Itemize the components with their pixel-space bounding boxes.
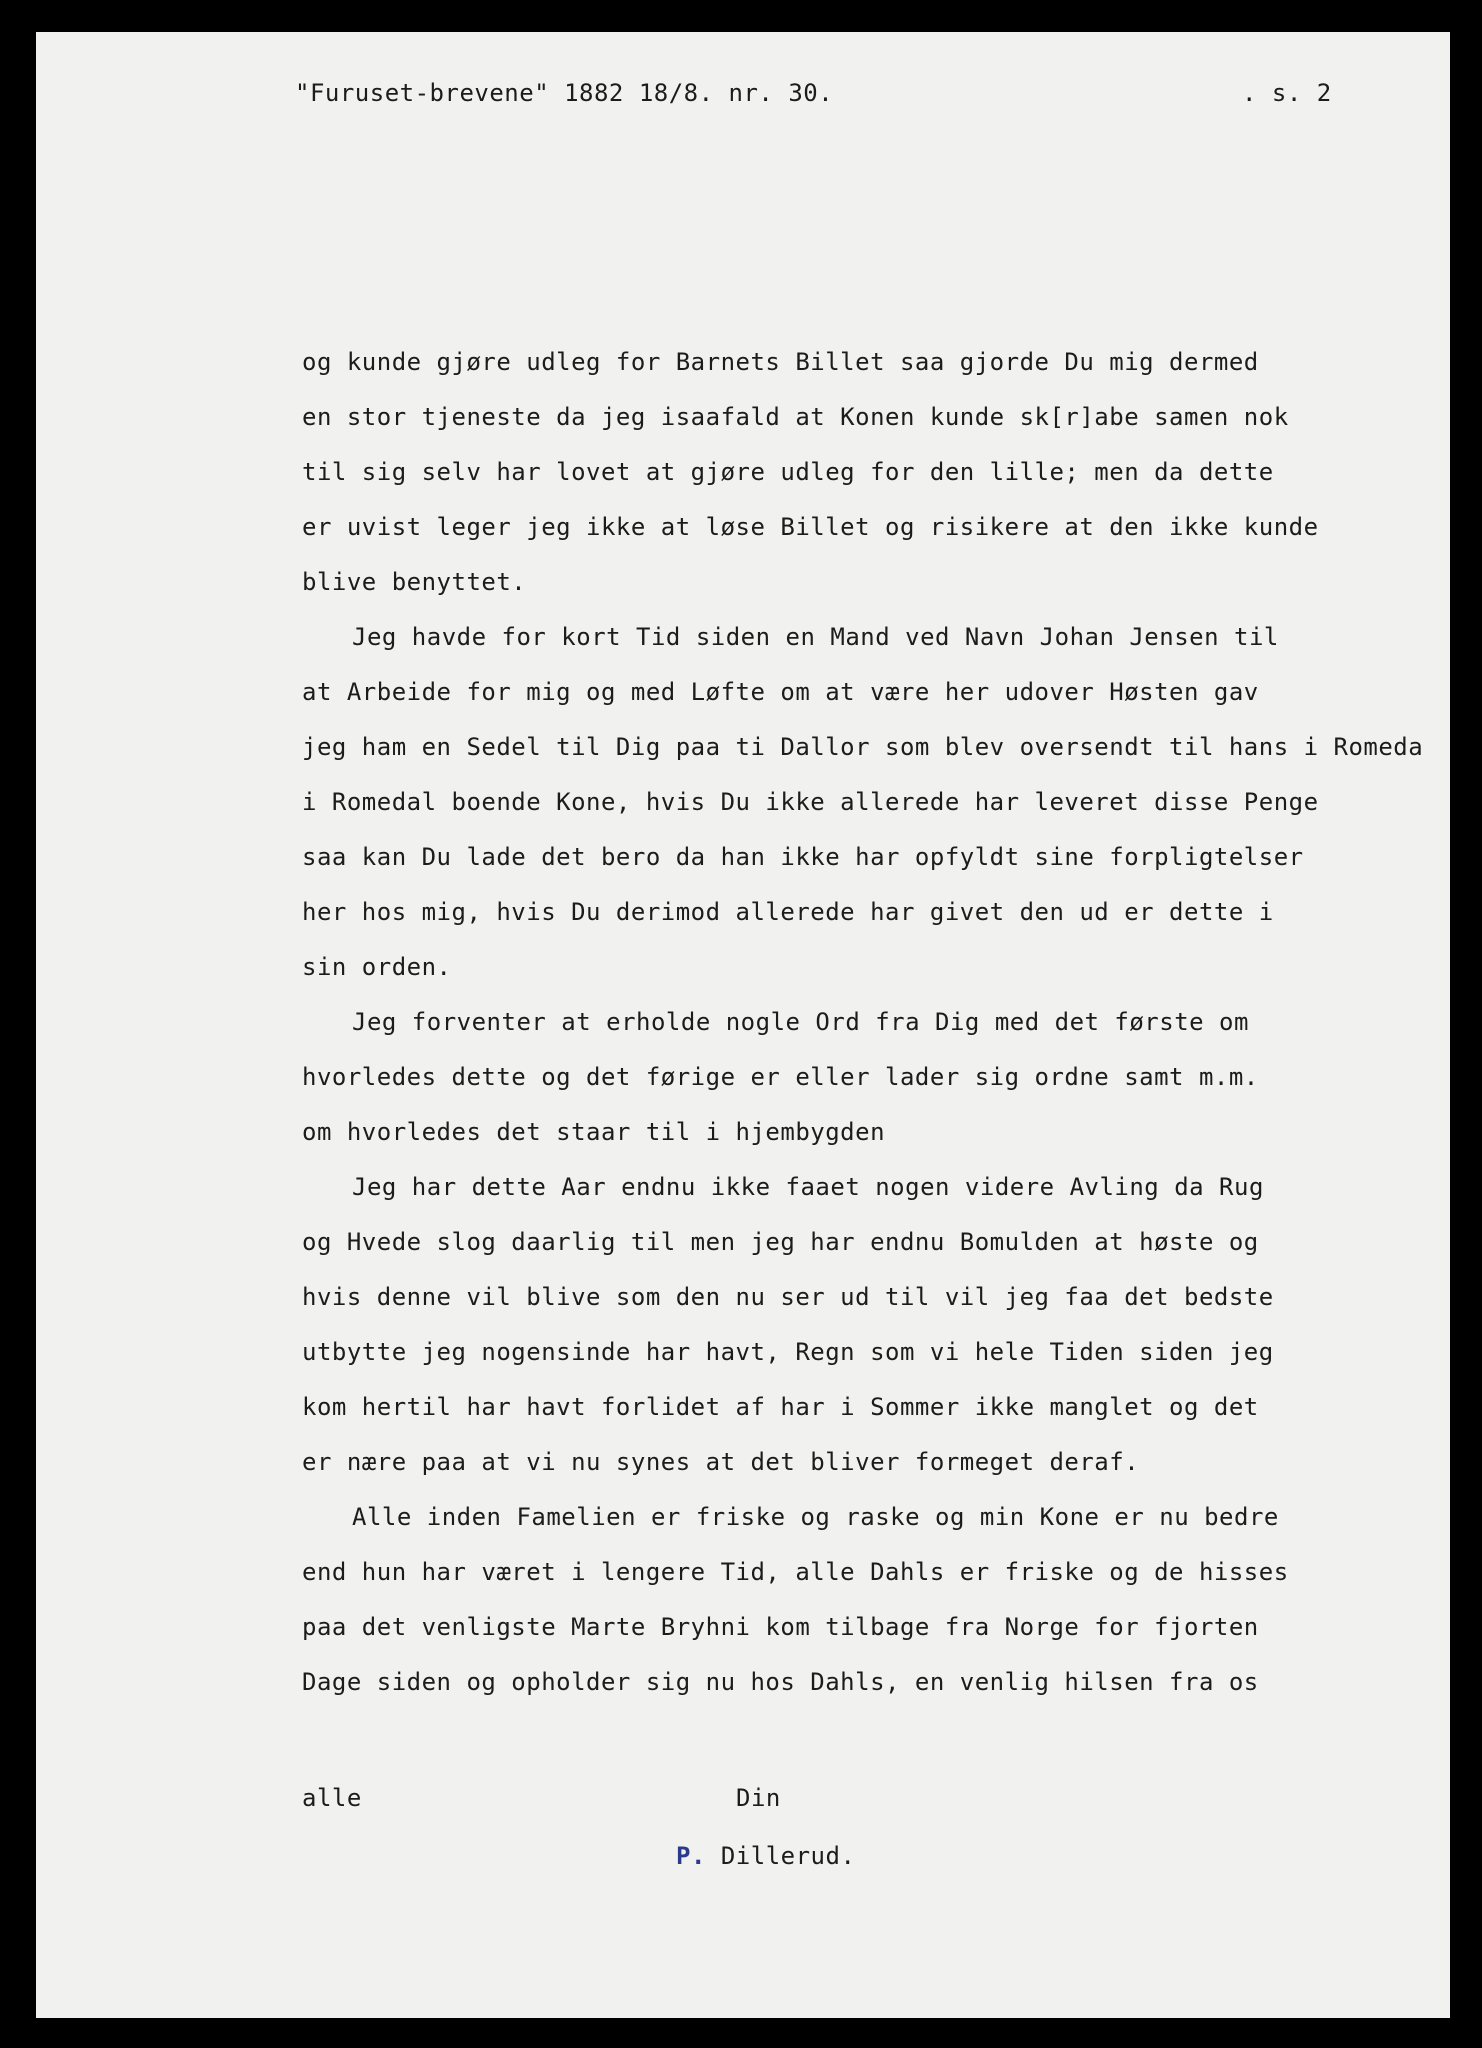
text-line: en stor tjeneste da jeg isaafald at Konen kunde sk[r]abe samen nok bbox=[302, 403, 1289, 431]
text-line: i Romedal boende Kone, hvis Du ikke allerede har leveret disse Penge bbox=[302, 788, 1319, 816]
text-line: at Arbeide for mig og med Løfte om at være her udover Høsten gav bbox=[302, 678, 1259, 706]
text-line: til sig selv har lovet at gjøre udleg for den lille; men da dette bbox=[302, 458, 1274, 486]
text-line: end hun har været i lengere Tid, alle Dahls er friske og de hisses bbox=[302, 1558, 1289, 1586]
text-line: Dage siden og opholder sig nu hos Dahls, en venlig hilsen fra os bbox=[302, 1668, 1259, 1696]
signature-closing: Din bbox=[736, 1784, 781, 1812]
text-line: Jeg havde for kort Tid siden en Mand ved Navn Johan Jensen til bbox=[352, 623, 1279, 651]
text-line: alle bbox=[302, 1784, 362, 1812]
text-line: Jeg forventer at erholde nogle Ord fra Dig med det første om bbox=[352, 1008, 1249, 1036]
text-line: og kunde gjøre udleg for Barnets Billet saa gjorde Du mig dermed bbox=[302, 348, 1259, 376]
document-header-title: "Furuset-brevene" 1882 18/8. nr. 30. bbox=[295, 79, 834, 107]
text-line: hvorledes dette og det førige er eller lader sig ordne samt m.m. bbox=[302, 1063, 1259, 1091]
page-number: . s. 2 bbox=[1242, 79, 1332, 107]
text-line: jeg ham en Sedel til Dig paa ti Dallor som blev oversendt til hans i Romeda bbox=[302, 733, 1424, 761]
text-line: kom hertil har havt forlidet af har i Sommer ikke manglet og det bbox=[302, 1393, 1259, 1421]
text-line: Jeg har dette Aar endnu ikke faaet nogen videre Avling da Rug bbox=[352, 1173, 1264, 1201]
text-line: saa kan Du lade det bero da han ikke har opfyldt sine forpligtelser bbox=[302, 843, 1304, 871]
text-line: om hvorledes det staar til i hjembygden bbox=[302, 1118, 886, 1146]
text-line: utbytte jeg nogensinde har havt, Regn som vi hele Tiden siden jeg bbox=[302, 1338, 1274, 1366]
text-line: sin orden. bbox=[302, 953, 452, 981]
text-line: og Hvede slog daarlig til men jeg har endnu Bomulden at høste og bbox=[302, 1228, 1259, 1256]
signature-initial: P. bbox=[676, 1842, 706, 1870]
text-line: blive benyttet. bbox=[302, 568, 527, 596]
text-line: hvis denne vil blive som den nu ser ud til vil jeg faa det bedste bbox=[302, 1283, 1274, 1311]
document-page bbox=[36, 32, 1450, 2018]
text-line: er nære paa at vi nu synes at det bliver formeget deraf. bbox=[302, 1448, 1140, 1476]
text-line: er uvist leger jeg ikke at løse Billet og risikere at den ikke kunde bbox=[302, 513, 1319, 541]
signature bbox=[676, 1842, 855, 1870]
text-line: paa det venligste Marte Bryhni kom tilbage fra Norge for fjorten bbox=[302, 1613, 1259, 1641]
signature-name: Dillerud. bbox=[720, 1842, 856, 1870]
text-line: her hos mig, hvis Du derimod allerede har givet den ud er dette i bbox=[302, 898, 1274, 926]
text-line: Alle inden Famelien er friske og raske og min Kone er nu bedre bbox=[352, 1503, 1279, 1531]
